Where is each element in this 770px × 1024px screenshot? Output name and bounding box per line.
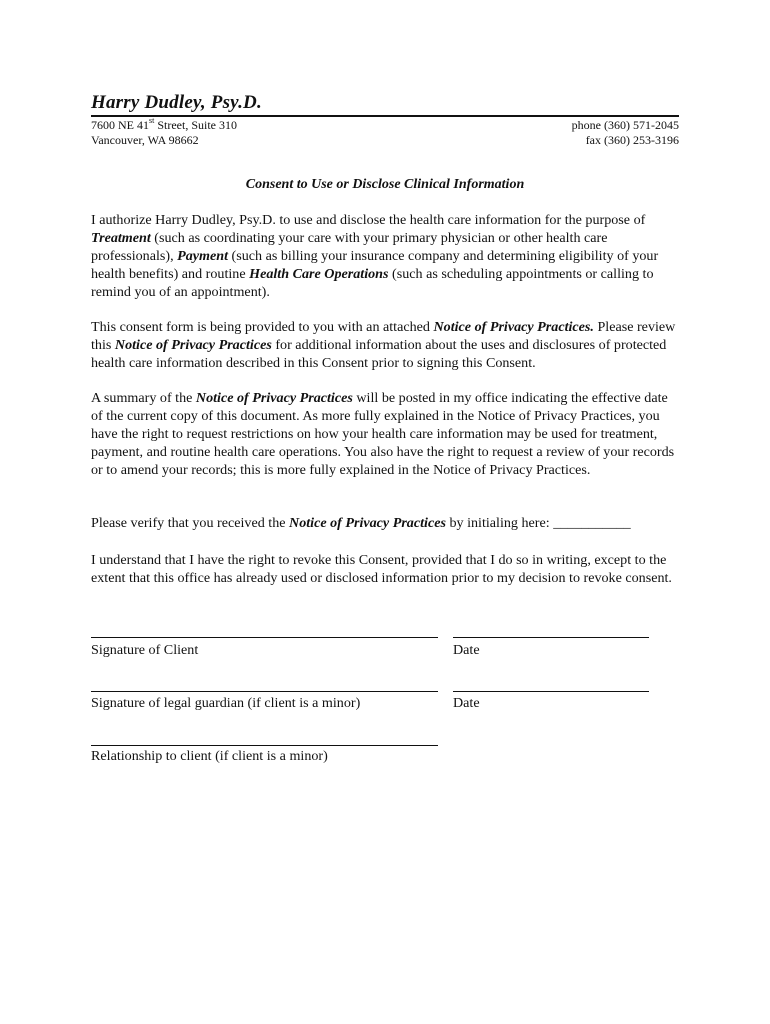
guardian-date-label: Date — [453, 695, 480, 711]
phone-number: phone (360) 571-2045 — [571, 118, 679, 132]
guardian-date-line[interactable] — [453, 691, 649, 692]
p2-term-notice-1: Notice of Privacy Practices. — [433, 319, 594, 335]
p4-term-notice: Notice of Privacy Practices — [289, 515, 446, 531]
client-date-label: Date — [453, 642, 480, 658]
practitioner-name: Harry Dudley, Psy.D. — [91, 92, 262, 113]
p1-text-3: (such as billing your insurance company and determining eligibility of your health benefits) and routine — [91, 247, 659, 282]
guardian-signature-line[interactable] — [91, 691, 438, 692]
revocation-paragraph — [91, 552, 683, 588]
p1-text-1: I authorize Harry Dudley, Psy.D. to use and disclose the health care information for the purpose of — [91, 212, 646, 228]
p2-text-1: This consent form is being provided to you with an attached — [91, 319, 434, 335]
p2-text-2: Please review this — [91, 319, 676, 353]
summary-paragraph — [91, 390, 683, 480]
address-line-2: Vancouver, WA 98662 — [91, 133, 199, 147]
p3-term-notice: Notice of Privacy Practices — [195, 390, 353, 406]
client-date-line[interactable] — [453, 637, 649, 638]
p1-term-operations: Health Care Operations — [249, 265, 389, 282]
header-divider — [91, 115, 679, 117]
verification-paragraph — [91, 515, 683, 533]
document-title: Consent to Use or Disclose Clinical Information — [245, 177, 525, 192]
p4-initial-field: by initialing here: ___________ — [445, 515, 631, 531]
address-block — [91, 118, 237, 148]
address-street-rest: Street, Suite 310 — [154, 118, 238, 132]
p1-text-4: (such as scheduling appointments or calling to remind you of an appointment). — [91, 265, 654, 300]
authorization-paragraph — [91, 212, 683, 302]
p1-term-treatment: Treatment — [91, 229, 151, 246]
p3-text-1: A summary of the — [91, 390, 196, 406]
guardian-signature-label: Signature of legal guardian (if client is a minor) — [91, 695, 361, 711]
notice-paragraph — [91, 319, 683, 373]
p4-text-1: Please verify that you received the — [91, 515, 290, 531]
relationship-label: Relationship to client (if client is a minor) — [91, 748, 328, 764]
p1-text-2: (such as coordinating your care with your primary physician or other health care professionals), — [91, 229, 608, 264]
fax-number: fax (360) 253-3196 — [585, 133, 679, 147]
p5-text-1: I understand that I have the right to revoke this Consent, provided that I do so in writing, except to the extent that this office has already used or disclosed information prior to my decision to revoke consent. — [91, 552, 672, 586]
p1-term-payment: Payment — [177, 247, 229, 264]
client-signature-line[interactable] — [91, 637, 438, 638]
p2-term-notice-2: Notice of Privacy Practices — [114, 336, 272, 353]
address-street-number: 7600 NE 41 — [91, 118, 149, 132]
p3-text-2: will be posted in my office indicating the effective date of the current copy of this document. As more fully explained in the Notice of Privacy Practices, you have the right to request restrictions on how your health care information may be used for treatment, payment, and routine health care operations. You also have the right to request a review of your records or to amend your records; this is more fully explained in the Notice of Privacy Practices. — [91, 390, 675, 478]
p2-text-3: for additional information about the uses and disclosures of protected health care information described in this Consent prior to signing this Consent. — [91, 336, 667, 371]
address-ordinal-suffix: st — [149, 116, 155, 125]
client-signature-label: Signature of Client — [91, 642, 199, 658]
contact-block — [572, 118, 679, 148]
relationship-line[interactable] — [91, 745, 438, 746]
address-line-1 — [91, 118, 237, 133]
